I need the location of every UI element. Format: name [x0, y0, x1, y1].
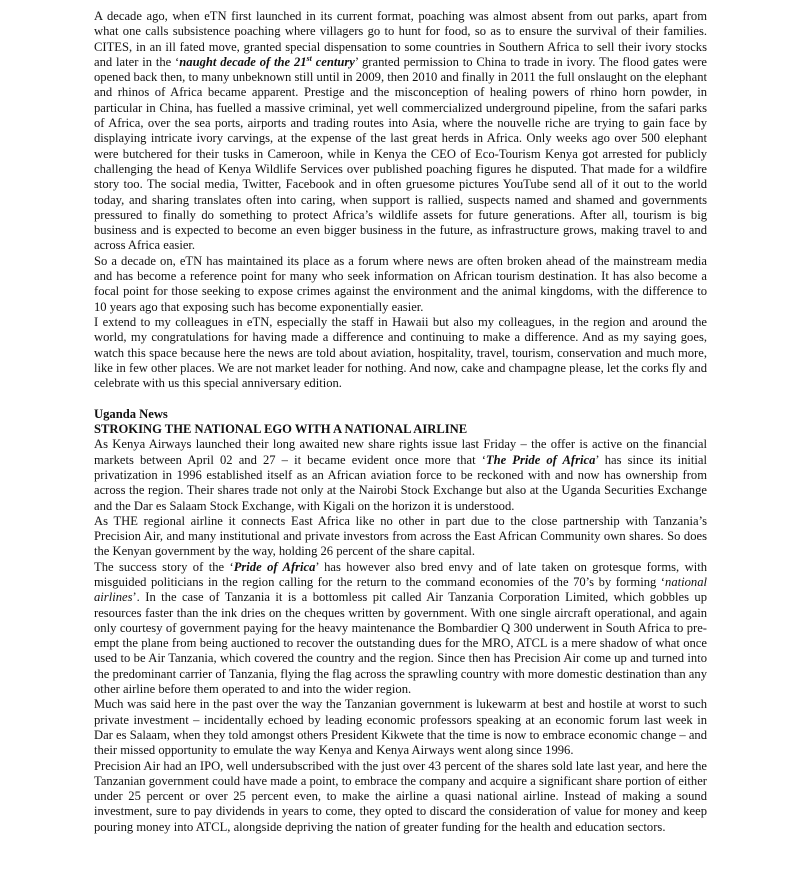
intro-paragraph-3: I extend to my colleagues in eTN, especially the staff in Hawaii but also my colleagues, in the region and around the world, my congratulations for having made a difference and continuing to make a difference. And as my saying goes, watch this space because here the news are told about aviation, hospitality, travel, tourism, conservation and much more, like in few other places. We are not market leader for nothing. And now, cake and champagne please, let the corks fly and celebrate with us this special anniversary edition.	[94, 314, 707, 391]
text-run: As Kenya Airways launched their long awaited new share rights issue last Friday – the offer is active on the financial markets between April 02 and 27 – it became evident once more that ‘	[94, 437, 707, 467]
text-run: A decade ago, when eTN first launched in its current format, poaching was almost absent from out parks, apart from what one calls subsistence poaching where villagers go to hunt for food, so as to ensure the survival of their families. CITES, in an ill fated move, granted special dispensation to some countries in Southern Africa to sell their ivory stocks and later in the ‘	[94, 9, 707, 69]
text-run: The success story of the ‘	[94, 559, 234, 574]
text-run: ’. In the case of Tanzania it is a bottomless pit called Air Tanzania Corporation Limited, which gobbles up resources faster than the ink dries on the cheques written by government. With one single aircraft operational, and again only courtesy of government paying for the heavy maintenance the Bombardier Q 300 underwent in South Africa to pre-empt the plane from being auctioned to recover the outstanding dues for the MRO, ATCL is a mere shadow of what once used to be Air Tanzania, which covered the country and the region. Since then has Precision Air come up and turned into the predominant carrier of Tanzania, flying the flag across the sprawling country with more domestic destination than any other airline before them operated to and into the wider region.	[94, 590, 707, 697]
text-run: ’ has however also bred envy and of late taken on grotesque forms, with misguided politicians in the region calling for the return to the command economies of the 70’s by forming ‘	[94, 559, 707, 589]
spacer	[94, 391, 707, 406]
article-paragraph-3	[94, 560, 707, 698]
emphasis-national-airlines: national airlines	[94, 574, 707, 605]
article-paragraph-4: Much was said here in the past over the way the Tanzanian government is lukewarm at best and hostile at worst to such private investment – incidentally echoed by leading economic professors speaking at an economic forum last week in Dar es Salaam, when they told amongst others President Kikwete that the time is now to embrace economic change – and their missed opportunity to emulate the way Kenya and Kenya Airways went along since 1996.	[94, 697, 707, 758]
article-headline: STROKING THE NATIONAL EGO WITH A NATIONAL AIRLINE	[94, 422, 468, 437]
emphasis-pride-of-africa: The Pride of Africa	[485, 452, 596, 467]
emphasis-naught-decade: naught decade of the 21st century	[179, 53, 355, 69]
superscript-st: st	[306, 53, 312, 63]
text-run: ’ has since its initial privatization in 1996 established itself as an African aviation force to be reckoned with and now has ownership from across the region. Their shares trade not only at the Nairobi Stock Exchange but also at the Uganda Securities Exchange and the Dar es Salaam Stock Exchange, with Kigali on the horizon it is understood.	[94, 452, 707, 513]
emphasis-pride-of-africa: Pride of Africa	[233, 559, 316, 574]
text-run: ’ granted permission to China to trade in ivory. The flood gates were opened back then, to many unbeknown still until in 2009, then 2010 and finally in 2011 the full onslaught on the elephant and rhinos of Africa became apparent. Prestige and the misconception of healing powers of rhino horn powder, in particular in China, has fuelled a massive criminal, yet well commercialized underground pipeline, from the safari parks of Africa, over the sea ports, airports and trading routes into Asia, where the nouvelle riche are trying to gain face by displaying intricate ivory carvings, at the expense of the last great herds in Africa. Only weeks ago over 500 elephant were butchered for their tusks in Cameroon, while in Kenya the CEO of Eco-Tourism Kenya got arrested for publicly challenging the head of Kenya Wildlife Services over published poaching figures he disputed. That made for a wildfire story too. The social media, Twitter, Facebook and in often gruesome pictures YouTube send all of it out to the world today, and sharing translates often into caring, when support is rallied, suspects named and shamed and governments pressured to finally do something to protect Africa’s wildlife assets for future generations. After all, tourism is big business and is expected to become an even bigger business in the future, as infrastructure grows, making travel to and across Africa easier.	[94, 54, 708, 253]
article-paragraph-2: As THE regional airline it connects East Africa like no other in part due to the close partnership with Tanzania’s Precision Air, and many institutional and private investors from across the East African Community own shares. So does the Kenyan government by the way, holding 26 percent of the share capital.	[94, 513, 707, 559]
intro-paragraph-2: So a decade on, eTN has maintained its place as a forum where news are often broken ahead of the mainstream media and has become a reference point for many who seek information on African tourism destination. It has also become a focal point for those seeking to expose crimes against the environment and the animal kingdoms, with the difference to 10 years ago that exposing such has become exponentially easier.	[94, 253, 707, 314]
article-paragraph-1	[94, 437, 707, 513]
section-label: Uganda News	[94, 406, 168, 421]
article-paragraph-5: Precision Air had an IPO, well undersubscribed with the just over 43 percent of the shares sold late last year, and here the Tanzanian government could have made a point, to embrace the company and acquire a significant share portion of either under 25 percent or over 25 percent even, to make the airline a quasi national airline. Instead of making a sound investment, sure to pay dividends in years to come, they opted to discard the consideration of value for money and keep pouring money into ATCL, alongside depriving the nation of greater funding for the health and education sectors.	[94, 758, 707, 834]
intro-paragraph-1	[94, 9, 707, 254]
document-page	[94, 9, 707, 835]
